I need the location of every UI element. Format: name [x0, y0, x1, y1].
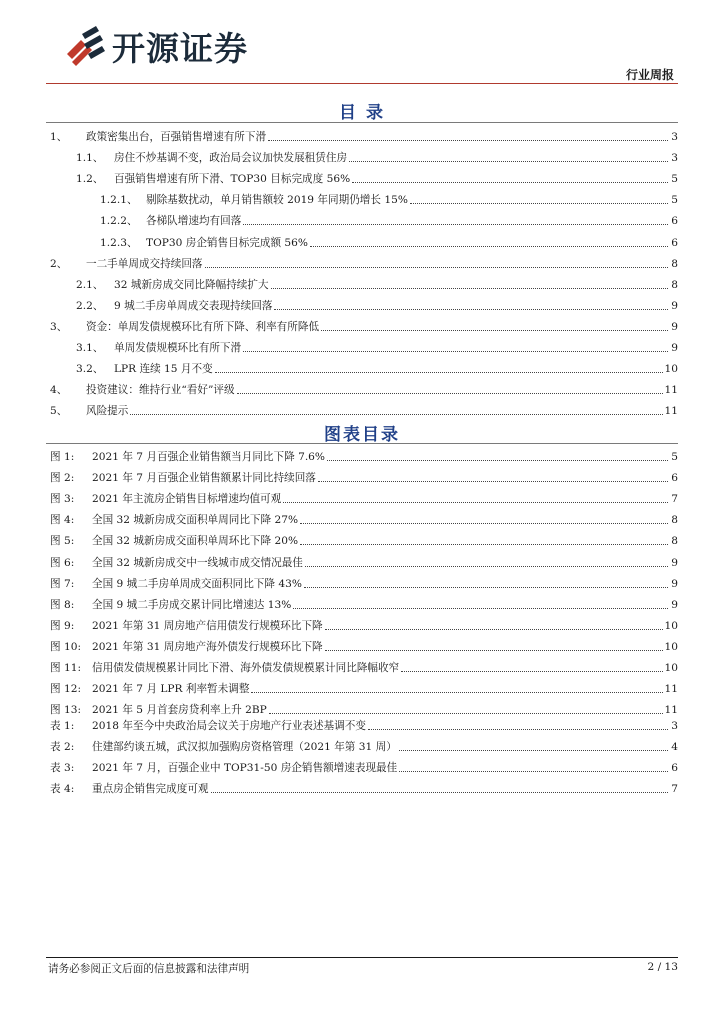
- footer-disclaimer: 请务必参阅正文后面的信息披露和法律声明: [48, 963, 250, 975]
- toc-entry[interactable]: [50, 355, 678, 376]
- dot-leader: [304, 587, 668, 588]
- figure-entry-text: 2021 年 7 月百强企业销售额累计同比持续回落: [92, 472, 316, 485]
- dot-leader: [271, 288, 668, 289]
- toc-entry-number: 2.2、: [76, 299, 104, 312]
- dot-leader: [401, 671, 662, 672]
- dot-leader: [310, 246, 668, 247]
- toc-entry[interactable]: [50, 207, 678, 228]
- dot-leader: [399, 771, 668, 772]
- figure-entry-number: 图 6:: [50, 556, 75, 569]
- figure-entry-page: 9: [671, 556, 678, 569]
- figure-entry[interactable]: [50, 548, 678, 569]
- figure-entry-number: 图 2:: [50, 472, 75, 485]
- table-entry[interactable]: [50, 775, 678, 796]
- dot-leader: [349, 161, 668, 162]
- figure-entry-text: 全国 9 城二手房成交累计同比增速达 13%: [92, 598, 292, 611]
- dot-leader: [399, 750, 668, 751]
- dot-leader: [300, 544, 668, 545]
- figure-entry-number: 图 10:: [50, 640, 82, 653]
- toc-entry[interactable]: [50, 228, 678, 249]
- toc-entry-page: 5: [671, 194, 678, 207]
- toc-entry-page: 3: [671, 131, 678, 144]
- dot-leader: [274, 309, 668, 310]
- dot-leader: [215, 372, 663, 373]
- dot-leader: [243, 351, 668, 352]
- figure-entry-number: 图 8:: [50, 598, 75, 611]
- toc-list: [50, 123, 678, 418]
- figure-entry[interactable]: [50, 633, 678, 654]
- figure-list: [50, 443, 678, 717]
- brand-name: 开源证券: [112, 28, 248, 68]
- figure-entry-page: 11: [664, 683, 678, 696]
- toc-entry-text: 政策密集出台，百强销售增速有所下滑: [86, 131, 267, 144]
- dot-leader: [211, 792, 668, 793]
- toc-entry-number: 1.2.3、: [100, 236, 138, 249]
- figure-entry-page: 8: [671, 514, 678, 527]
- dot-leader: [325, 650, 663, 651]
- figure-entry-number: 图 9:: [50, 619, 75, 632]
- figure-entry-text: 全国 9 城二手房单周成交面积同比下降 43%: [92, 577, 302, 590]
- table-entry-text: 住建部约谈五城，武汉拟加强购房资格管理（2021 年第 31 周）: [92, 741, 397, 754]
- dot-leader: [130, 414, 662, 415]
- toc-entry[interactable]: [50, 271, 678, 292]
- toc-entry[interactable]: [50, 397, 678, 418]
- toc-entry-page: 10: [664, 363, 678, 376]
- figure-entry-number: 图 5:: [50, 535, 75, 548]
- toc-title: 目 录: [339, 103, 385, 123]
- dot-leader: [305, 566, 668, 567]
- toc-entry-number: 1.2、: [76, 173, 104, 186]
- figure-entry-page: 6: [671, 472, 678, 485]
- dot-leader: [325, 629, 663, 630]
- dot-leader: [368, 729, 668, 730]
- dot-leader: [352, 182, 668, 183]
- figure-entry-number: 图 11:: [50, 662, 82, 675]
- table-entry[interactable]: [50, 712, 678, 733]
- figure-entry[interactable]: [50, 443, 678, 464]
- figure-entry-number: 图 1:: [50, 451, 75, 464]
- table-entry[interactable]: [50, 754, 678, 775]
- figure-entry-page: 7: [671, 493, 678, 506]
- figure-entry[interactable]: [50, 570, 678, 591]
- toc-entry-page: 9: [671, 320, 678, 333]
- toc-entry-page: 8: [671, 257, 678, 270]
- toc-entry-page: 3: [671, 152, 678, 165]
- figure-entry-page: 9: [671, 577, 678, 590]
- page-header: [46, 20, 678, 82]
- toc-entry[interactable]: [50, 376, 678, 397]
- figure-entry-page: 10: [664, 619, 678, 632]
- toc-entry-page: 5: [671, 173, 678, 186]
- figure-entry-page: 9: [671, 598, 678, 611]
- dot-leader: [251, 692, 662, 693]
- toc-entry-number: 1.1、: [76, 152, 104, 165]
- toc-entry-text: 风险提示: [86, 405, 129, 418]
- toc-entry-text: 各梯队增速均有回落: [146, 215, 242, 228]
- report-type-label: 行业周报: [625, 68, 674, 82]
- toc-entry-page: 8: [671, 278, 678, 291]
- figure-entry-number: 图 7:: [50, 577, 75, 590]
- toc-entry-number: 1、: [50, 131, 68, 144]
- toc-entry-number: 2.1、: [76, 278, 104, 291]
- dot-leader: [321, 330, 668, 331]
- logo-mark-icon: [64, 24, 106, 68]
- toc-entry[interactable]: [50, 165, 678, 186]
- table-entry-number: 表 1:: [50, 720, 75, 733]
- table-entry-text: 2018 年至今中央政治局会议关于房地产行业表述基调不变: [92, 720, 366, 733]
- toc-entry-number: 5、: [50, 405, 68, 418]
- toc-entry-number: 2、: [50, 257, 68, 270]
- toc-entry-number: 3.1、: [76, 342, 104, 355]
- figure-entry-number: 图 4:: [50, 514, 75, 527]
- toc-entry-text: 投资建议：维持行业“看好”评级: [86, 384, 235, 397]
- dot-leader: [300, 523, 668, 524]
- toc-entry-page: 9: [671, 299, 678, 312]
- table-entry-page: 4: [671, 741, 678, 754]
- dot-leader: [243, 224, 668, 225]
- toc-entry-text: 剔除基数扰动，单月销售额较 2019 年同期仍增长 15%: [146, 194, 408, 207]
- toc-entry[interactable]: [50, 250, 678, 271]
- dot-leader: [283, 502, 668, 503]
- dot-leader: [318, 481, 668, 482]
- figure-entry[interactable]: [50, 654, 678, 675]
- toc-entry-text: 百强销售增速有所下滑、TOP30 目标完成度 56%: [114, 173, 351, 186]
- toc-entry-number: 3、: [50, 320, 68, 333]
- figure-entry-text: 2021 年 7 月百强企业销售额当月同比下降 7.6%: [92, 451, 325, 464]
- figure-entry-page: 8: [671, 535, 678, 548]
- toc-entry-page: 6: [671, 236, 678, 249]
- toc-entry-page: 9: [671, 342, 678, 355]
- toc-entry-page: 6: [671, 215, 678, 228]
- dot-leader: [268, 140, 668, 141]
- figure-entry-page: 10: [664, 662, 678, 675]
- figure-entry[interactable]: [50, 464, 678, 485]
- toc-entry[interactable]: [50, 123, 678, 144]
- toc-entry-number: 3.2、: [76, 363, 104, 376]
- figure-entry[interactable]: [50, 485, 678, 506]
- figure-entry[interactable]: [50, 591, 678, 612]
- toc-entry[interactable]: [50, 313, 678, 334]
- toc-entry-number: 1.2.1、: [100, 194, 138, 207]
- figure-entry-number: 图 12:: [50, 683, 82, 696]
- page-number: 2 / 13: [647, 961, 678, 973]
- dot-leader: [327, 460, 668, 461]
- table-entry-page: 6: [671, 762, 678, 775]
- table-entry-page: 7: [671, 783, 678, 796]
- toc-entry-text: 资金：单周发债规模环比有所下降、利率有所降低: [86, 320, 320, 333]
- table-entry-text: 重点房企销售完成度可观: [92, 783, 209, 796]
- dot-leader: [410, 203, 668, 204]
- figures-title: 图表目录: [324, 425, 400, 445]
- figure-entry-page: 5: [671, 451, 678, 464]
- toc-entry[interactable]: [50, 334, 678, 355]
- figure-entry-text: 2021 年第 31 周房地产海外债发行规模环比下降: [92, 640, 323, 653]
- table-entry-text: 2021 年 7 月，百强企业中 TOP31-50 房企销售额增速表现最佳: [92, 762, 398, 775]
- dot-leader: [293, 608, 668, 609]
- figure-entry-text: 全国 32 城新房成交面积单周环比下降 20%: [92, 535, 299, 548]
- figure-entry-text: 2021 年 5 月首套房贷利率上升 2BP: [92, 704, 267, 717]
- table-entry-page: 3: [671, 720, 678, 733]
- figure-entry-page: 11: [664, 704, 678, 717]
- figure-entry[interactable]: [50, 612, 678, 633]
- toc-entry-text: 单周发债规模环比有所下滑: [114, 342, 242, 355]
- table-entry-number: 表 3:: [50, 762, 75, 775]
- figure-entry-text: 2021 年第 31 周房地产信用债发行规模环比下降: [92, 619, 323, 632]
- figure-entry-number: 图 3:: [50, 493, 75, 506]
- figure-entry-number: 图 13:: [50, 704, 82, 717]
- toc-entry-text: LPR 连续 15 月不变: [114, 363, 213, 376]
- figure-entry-text: 全国 32 城新房成交面积单周同比下降 27%: [92, 514, 299, 527]
- footer-divider: [46, 957, 678, 958]
- table-list: [50, 712, 678, 796]
- dot-leader: [237, 393, 663, 394]
- toc-entry-text: 32 城新房成交同比降幅持续扩大: [114, 278, 269, 291]
- table-entry-number: 表 2:: [50, 741, 75, 754]
- header-divider: [46, 83, 678, 84]
- figure-entry-text: 信用债发债规模累计同比下滑、海外债发债规模累计同比降幅收窄: [92, 662, 400, 675]
- figure-entry-text: 2021 年主流房企销售目标增速均值可观: [92, 493, 282, 506]
- table-entry[interactable]: [50, 733, 678, 754]
- company-logo: [64, 20, 248, 72]
- toc-entry[interactable]: [50, 292, 678, 313]
- toc-entry[interactable]: [50, 144, 678, 165]
- figure-entry[interactable]: [50, 506, 678, 527]
- toc-entry-page: 11: [664, 384, 678, 397]
- figure-entry-text: 2021 年 7 月 LPR 利率暂未调整: [92, 683, 250, 696]
- figure-entry[interactable]: [50, 675, 678, 696]
- figure-entry-text: 全国 32 城新房成交中一线城市成交情况最佳: [92, 556, 303, 569]
- toc-entry-text: TOP30 房企销售目标完成额 56%: [146, 236, 308, 249]
- dot-leader: [205, 267, 668, 268]
- toc-entry-number: 1.2.2、: [100, 215, 138, 228]
- table-entry-number: 表 4:: [50, 783, 75, 796]
- toc-entry-text: 9 城二手房单周成交表现持续回落: [114, 299, 273, 312]
- toc-entry-page: 11: [664, 405, 678, 418]
- toc-entry-text: 房住不炒基调不变，政治局会议加快发展租赁住房: [114, 152, 348, 165]
- figure-entry-page: 10: [664, 640, 678, 653]
- toc-entry-text: 一二手单周成交持续回落: [86, 257, 203, 270]
- toc-entry-number: 4、: [50, 384, 68, 397]
- toc-entry[interactable]: [50, 186, 678, 207]
- figure-entry[interactable]: [50, 527, 678, 548]
